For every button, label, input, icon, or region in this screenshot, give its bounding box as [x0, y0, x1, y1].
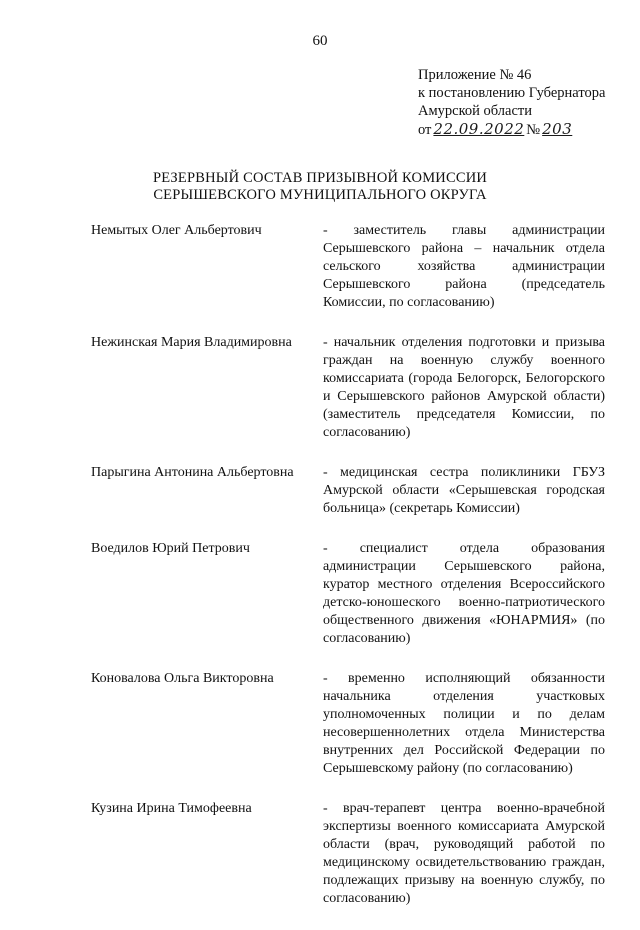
appendix-region: Амурской области [418, 103, 532, 119]
appendix-title: Приложение № 46 [418, 67, 532, 83]
members-list [91, 222, 611, 930]
member-name: Парыгина Антонина Альбертовна [91, 465, 294, 480]
date-prefix: от [418, 122, 432, 138]
member-row [91, 464, 611, 518]
document-title [0, 170, 640, 204]
member-name: Кузина Ирина Тимофеевна [91, 801, 252, 816]
member-row [91, 540, 611, 648]
member-row [91, 334, 611, 442]
page-number: 60 [312, 33, 328, 49]
appendix-reference: к постановлению Губернатора [418, 85, 606, 101]
member-row [91, 222, 611, 312]
member-row [91, 800, 611, 908]
member-role: - специалист отдела образования администрации Серышевского района, куратор местного отделения Всероссийского детско-юношеского военно-патриотического общественного движения «ЮНАРМИЯ» (по согласованию) [323, 541, 605, 646]
member-role: - медицинская сестра поликлиники ГБУЗ Амурской области «Серышевская городская больница» (секретарь Комиссии) [323, 465, 605, 516]
member-name: Коновалова Ольга Викторовна [91, 671, 274, 686]
member-name: Немытых Олег Альбертович [91, 223, 262, 238]
member-role: - врач-терапевт центра военно-врачебной экспертизы военного комиссариата Амурской области (врач, руководящий работой по медицинскому освидетельствованию граждан, подлежащих призыву на военную службу, по согласованию) [323, 801, 605, 906]
member-role: - временно исполняющий обязанности начальника отделения участковых уполномоченных полиции и по делам несовершеннолетних отдела Министерства внутренних дел Российской Федерации по Серышевскому району (по согласованию) [323, 671, 605, 776]
member-row [91, 670, 611, 778]
member-name: Нежинская Мария Владимировна [91, 335, 292, 350]
handwritten-number: 203 [542, 120, 573, 138]
handwritten-date: 22.09.2022 [433, 120, 525, 138]
member-name: Воедилов Юрий Петрович [91, 541, 250, 556]
appendix-block [418, 66, 605, 139]
member-role: - заместитель главы администрации Серышевского района – начальник отдела сельского хозяйства администрации Серышевского района (председатель Комиссии, по согласованию) [323, 223, 605, 310]
appendix-date-line [418, 120, 605, 139]
document-title-line-1: РЕЗЕРВНЫЙ СОСТАВ ПРИЗЫВНОЙ КОМИССИИ [152, 170, 488, 186]
number-prefix: № [526, 122, 541, 138]
member-role: - начальник отделения подготовки и призыва граждан на военную службу военного комиссариата (города Белогорск, Белогорского и Серышевского районов Амурской области) (заместитель председателя Комиссии, по согласованию) [323, 335, 605, 440]
document-title-line-2: СЕРЫШЕВСКОГО МУНИЦИПАЛЬНОГО ОКРУГА [153, 187, 487, 203]
